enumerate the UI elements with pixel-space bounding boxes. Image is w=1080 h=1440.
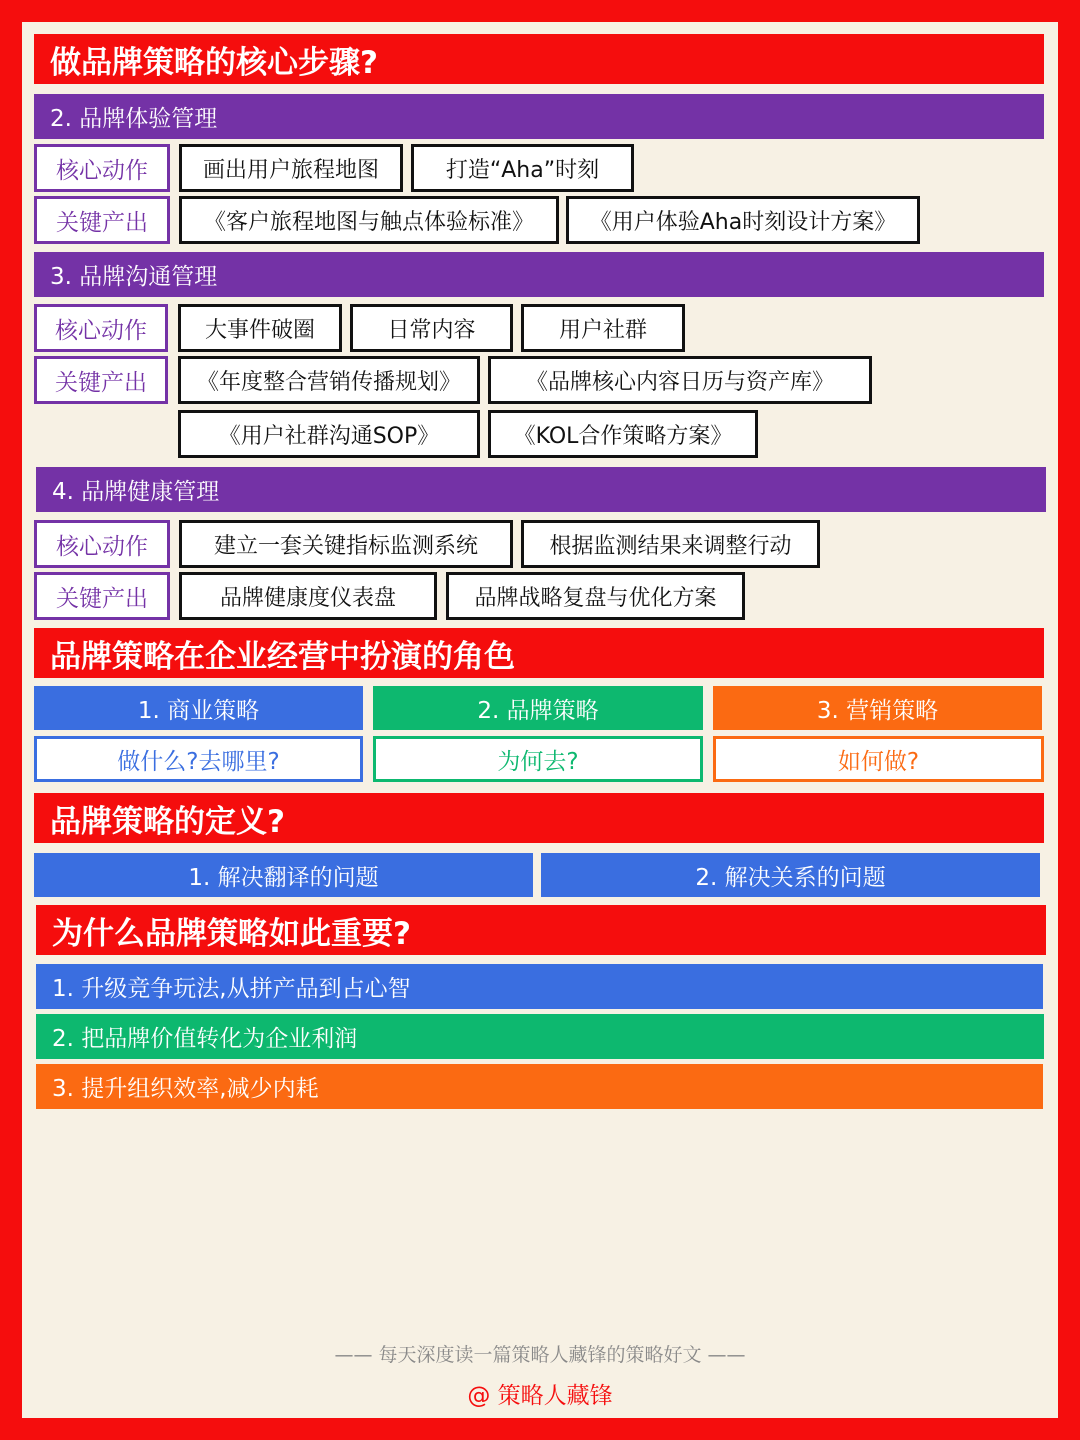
section-3-output-4: 《KOL合作策略方案》: [488, 410, 758, 458]
section-3-action-2: 日常内容: [350, 304, 513, 352]
section-3-action-label: 核心动作: [34, 304, 168, 352]
section-3-output-3: 《用户社群沟通SOP》: [178, 410, 480, 458]
importance-item-1: 1. 升级竞争玩法,从拼产品到占心智: [36, 964, 1043, 1009]
section-3-title: 3. 品牌沟通管理: [34, 252, 1044, 297]
importance-title: 为什么品牌策略如此重要?: [36, 905, 1046, 955]
importance-item-3: 3. 提升组织效率,减少内耗: [36, 1064, 1043, 1109]
section-4-action-2: 根据监测结果来调整行动: [521, 520, 820, 568]
section-4-output-label: 关键产出: [34, 572, 170, 620]
section-4-title: 4. 品牌健康管理: [36, 467, 1046, 512]
role-marketing-question: 如何做?: [713, 736, 1044, 782]
section-2-action-1: 画出用户旅程地图: [179, 144, 403, 192]
section-3-output-1: 《年度整合营销传播规划》: [178, 356, 480, 404]
role-marketing-strategy: 3. 营销策略: [713, 686, 1042, 730]
section-3-action-3: 用户社群: [521, 304, 685, 352]
section-4-action-label: 核心动作: [34, 520, 170, 568]
section-3-output-label: 关键产出: [34, 356, 168, 404]
section-2-action-label: 核心动作: [34, 144, 170, 192]
section-3-action-1: 大事件破圈: [178, 304, 342, 352]
importance-item-2: 2. 把品牌价值转化为企业利润: [36, 1014, 1044, 1059]
section-2-output-1: 《客户旅程地图与触点体验标准》: [179, 196, 559, 244]
section-4-output-1: 品牌健康度仪表盘: [179, 572, 437, 620]
role-title: 品牌策略在企业经营中扮演的角色: [34, 628, 1044, 678]
definition-item-2: 2. 解决关系的问题: [541, 853, 1040, 897]
role-brand-strategy: 2. 品牌策略: [373, 686, 703, 730]
definition-title: 品牌策略的定义?: [34, 793, 1044, 843]
footer-tagline: —— 每天深度读一篇策略人藏锋的策略好文 ——: [334, 1344, 746, 1366]
section-4-action-1: 建立一套关键指标监测系统: [179, 520, 513, 568]
section-2-action-2: 打造“Aha”时刻: [411, 144, 634, 192]
footer-handle: @ 策略人藏锋: [467, 1383, 613, 1409]
section-3-output-2: 《品牌核心内容日历与资产库》: [488, 356, 872, 404]
section-4-output-2: 品牌战略复盘与优化方案: [446, 572, 745, 620]
page-title: 做品牌策略的核心步骤?: [34, 34, 1044, 84]
definition-item-1: 1. 解决翻译的问题: [34, 853, 533, 897]
role-brand-question: 为何去?: [373, 736, 703, 782]
section-2-output-2: 《用户体验Aha时刻设计方案》: [566, 196, 920, 244]
section-2-title: 2. 品牌体验管理: [34, 94, 1044, 139]
section-2-output-label: 关键产出: [34, 196, 170, 244]
role-business-strategy: 1. 商业策略: [34, 686, 363, 730]
role-business-question: 做什么?去哪里?: [34, 736, 363, 782]
